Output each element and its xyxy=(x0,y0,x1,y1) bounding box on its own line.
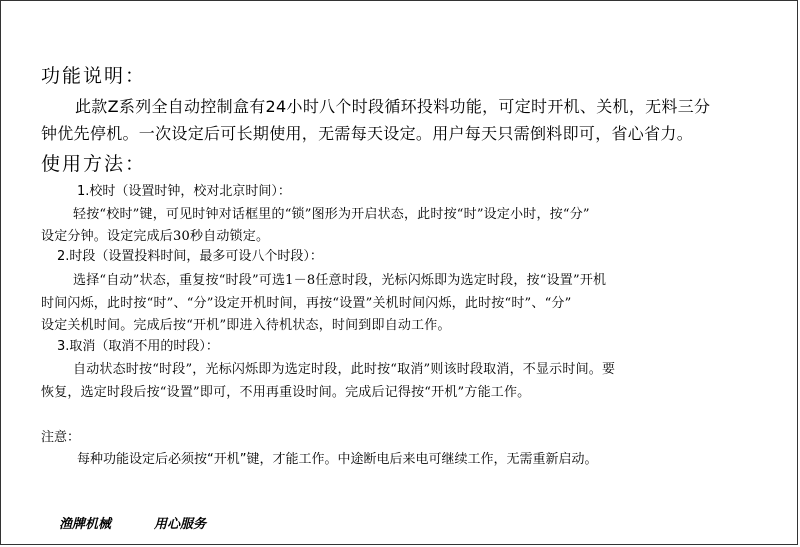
step1-line-2: 设定分钟。设定完成后30秒自动锁定。 xyxy=(41,229,270,244)
step3-line-1: 自动状态时按“时段”，光标闪烁即为选定时段，此时按“取消”则该时段取消，不显示时间。要 xyxy=(73,362,616,377)
step3-line-2: 恢复，选定时段后按“设置”即可，不用再重设时间。完成后记得按“开机”方能工作。 xyxy=(41,385,531,400)
step2-line-1: 选择“自动”状态，重复按“时段”可选1－8任意时段，光标闪烁即为选定时段，按“设置”开机 xyxy=(73,273,607,288)
footer-brand: 渔牌机械 xyxy=(59,517,112,532)
step1-title: 1.校时（设置时钟，校对北京时间）： xyxy=(77,184,291,199)
step3-title: 3.取消（取消不用的时段）： xyxy=(57,339,219,354)
function-title: 功能说明： xyxy=(41,65,147,87)
note-label: 注意： xyxy=(41,430,81,445)
step1-line-1: 轻按“校时”键，可见时钟对话框里的“锁”图形为开启状态，此时按“时”设定小时，按“分” xyxy=(73,207,590,222)
intro-line-1: 此款Z系列全自动控制盒有24小时八个时段循环投料功能，可定时开机、关机，无料三分 xyxy=(75,97,711,116)
intro-line-2: 钟优先停机。一次设定后可长期使用，无需每天设定。用户每天只需倒料即可，省心省力。 xyxy=(41,124,694,143)
step2-line-3: 设定关机时间。完成后按“开机”即进入待机状态，时间到即自动工作。 xyxy=(41,318,451,333)
footer-slogan: 用心服务 xyxy=(154,517,207,532)
usage-title: 使用方法： xyxy=(41,153,147,175)
note-text: 每种功能设定后必须按“开机”键，才能工作。中途断电后来电可继续工作，无需重新启动。 xyxy=(77,452,598,467)
step2-title: 2.时段（设置投料时间，最多可设八个时段）： xyxy=(57,249,323,264)
step2-line-2: 时间闪烁，此时按“时”、“分”设定开机时间，再按“设置”关机时间闪烁，此时按“时”、“分” xyxy=(41,296,572,311)
